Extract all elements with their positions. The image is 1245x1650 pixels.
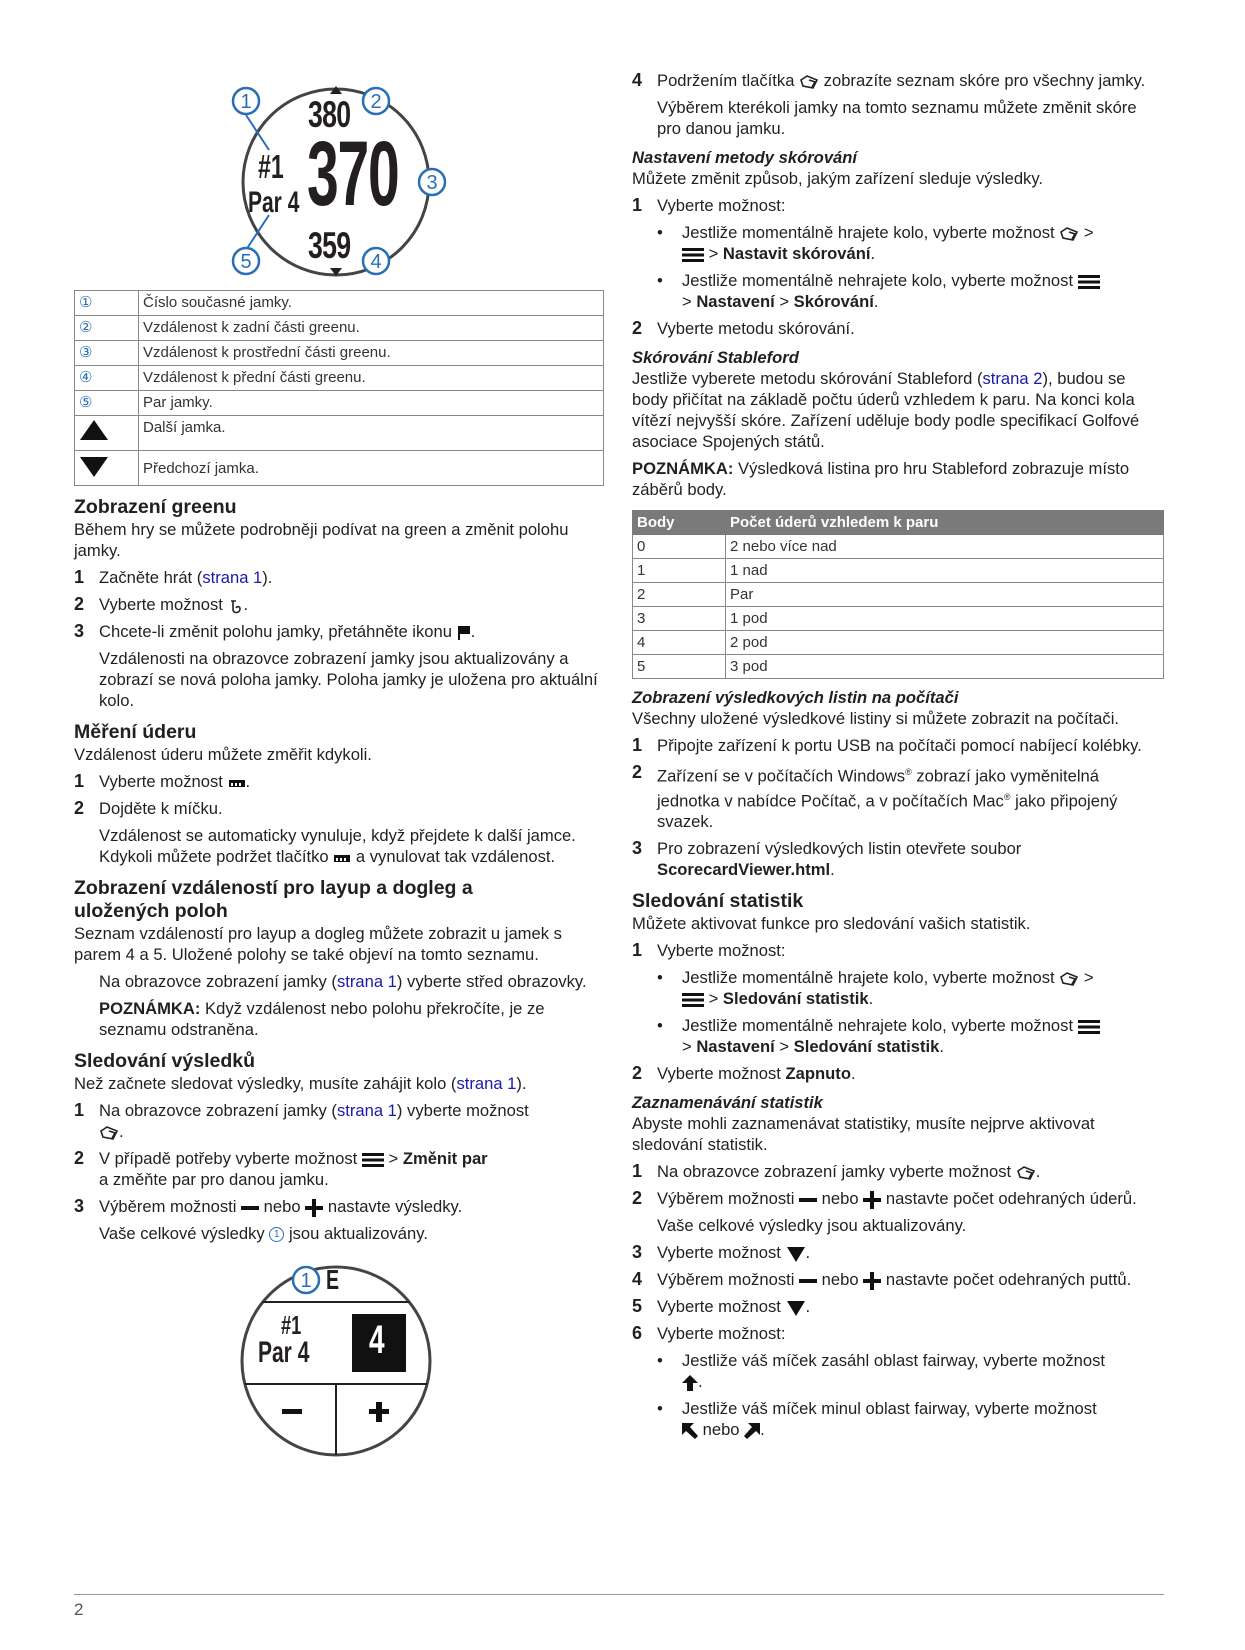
callout-1: 1 [269,1227,284,1242]
bullet: • Jestliže momentálně nehrajete kolo, vyberte možnost > Nastavení > Skórování. [632,270,1164,312]
paragraph: Můžete aktivovat funkce pro sledování vašich statistik. [632,914,1031,934]
svg-text:2: 2 [370,91,382,113]
note: POZNÁMKA: Výsledková listina pro hru Stableford zobrazuje místo záběrů body. [632,459,1130,499]
subsection-heading: Nastavení metody skórování [632,148,858,167]
scorecard-icon [1016,1165,1036,1181]
table-row: Předchozí jamka. [75,451,604,486]
bullet: • Jestliže momentálně hrajete kolo, vyberte možnost > > Nastavit skórování. [657,223,1094,263]
arrow-up-right-icon [744,1423,760,1439]
step: 3 Chcete-li změnit polohu jamky, přetáhněte ikonu . [74,621,476,641]
ruler-icon [333,853,351,863]
menu-icon [682,247,704,263]
step: 4 Výběrem možnosti nebo nastavte počet odehraných puttů. [632,1269,1132,1290]
paragraph: Jestliže vyberete metodu skórování Stableford (strana 2), budou se body přičítat na základě počtu úderů vzhledem k paru. Na konci kola vítězí nejvyšší skóre. Zařízení uděluje body podle specifikací Golfové asociace Spojených států. [632,369,1140,451]
watch-figure-distances [74,0,604,290]
table-row: Další jamka. [75,416,604,451]
hole-par: Par 4 [248,186,300,219]
callout-legend-table [74,290,604,486]
right-column [632,70,1164,1440]
table-row: ⑤ Par jamky. [75,391,604,416]
menu-icon [362,1152,384,1168]
table-row: 3 1 pod [633,607,1164,631]
table-row: 1 1 nad [633,559,1164,583]
paragraph: Seznam vzdáleností pro layup a dogleg můžete zobrazit u jamek s parem 4 a 5. Uložené polohy se také objeví na tomto seznamu. [74,924,562,964]
hole-number: #1 [258,148,284,185]
page-link[interactable]: strana 1 [456,1074,517,1093]
plus-icon [863,1191,881,1209]
table-row: 2 Par [633,583,1164,607]
table-row: ④ Vzdálenost k přední části greenu. [75,366,604,391]
step: 5 Vyberte možnost . [632,1296,811,1317]
step: 1 Vyberte možnost: [632,940,786,961]
section-heading: Zobrazení greenu [74,496,237,518]
svg-text:5: 5 [240,251,252,273]
score-to-par: E [326,1264,340,1295]
scorecard-icon [99,1125,119,1141]
note: POZNÁMKA: Když vzdálenost nebo polohu překročíte, je ze seznamu odstraněna. [99,999,545,1039]
step: 1 Začněte hrát (strana 1). [74,567,273,587]
paragraph: Vaše celkové výsledky jsou aktualizovány. [657,1216,967,1236]
step: 2 Vyberte možnost . [74,594,249,614]
hole-number: #1 [281,1310,302,1340]
step: 2 Dojděte k míčku. [74,798,223,818]
table-row: ② Vzdálenost k zadní části greenu. [75,316,604,341]
step: 2 V případě potřeby vyberte možnost > Změnit par a změňte par pro danou jamku. [74,1148,488,1189]
step: 3 Výběrem možnosti nebo nastavte výsledky. [74,1196,463,1216]
paragraph: Na obrazovce zobrazení jamky (strana 1) vyberte střed obrazovky. [99,972,587,991]
minus-icon [799,1278,817,1284]
page-link[interactable]: strana 2 [982,369,1043,388]
page-link[interactable]: strana 1 [336,1101,397,1120]
scorecard-icon [1059,971,1079,987]
paragraph: Během hry se můžete podrobněji podívat na green a změnit polohu jamky. [74,520,569,560]
subsection-heading: Zobrazení výsledkových listin na počítači [632,688,959,707]
menu-icon [1078,274,1100,290]
step: 2 Vyberte možnost Zapnuto. [632,1063,856,1084]
menu-icon [1078,1019,1100,1035]
paragraph: Výběrem kterékoli jamky na tomto seznamu můžete změnit skóre pro danou jamku. [657,98,1137,138]
plus-icon [863,1272,881,1290]
step: 1 Na obrazovce zobrazení jamky (strana 1) vyberte možnost . [74,1100,529,1141]
back-distance: 380 [308,94,351,135]
minus-icon [241,1205,259,1211]
step: 1 Na obrazovce zobrazení jamky vyberte možnost . [632,1161,1041,1182]
paragraph: Vzdálenost úderu můžete změřit kdykoli. [74,745,372,764]
paragraph: Vaše celkové výsledky 1 jsou aktualizovány. [99,1224,428,1243]
svg-text:1: 1 [300,1270,312,1292]
svg-text:1: 1 [240,91,252,113]
step: 2 Výběrem možnosti nebo nastavte počet odehraných úderů. [632,1188,1137,1209]
step: 3 Pro zobrazení výsledkových listin otevřete soubor ScorecardViewer.html. [632,838,1022,880]
file-name: ScorecardViewer.html [657,860,831,880]
section-heading: Sledování výsledků [74,1050,255,1072]
step: 4 Podržením tlačítka zobrazíte seznam skóre pro všechny jamky. [632,70,1146,90]
bullet: • Jestliže váš míček zasáhl oblast fairway, vyberte možnost . [657,1351,1105,1392]
paragraph: Abyste mohli zaznamenávat statistiky, musíte nejprve aktivovat sledování statistik. [632,1114,1095,1155]
arrow-up-icon [682,1375,698,1391]
left-column [74,0,604,1464]
paragraph: Můžete změnit způsob, jakým zařízení sleduje výsledky. [632,169,1044,188]
subsection-heading: Skórování Stableford [632,348,799,367]
scorecard-icon [1059,226,1079,242]
bullet: • Jestliže momentálně hrajete kolo, vyberte možnost > > Sledování statistik. [657,968,1094,1009]
menu-icon [682,992,704,1008]
up-triangle-icon [79,418,109,442]
subsection-heading: Zaznamenávání statistik [632,1093,823,1113]
table-row: ① Číslo současné jamky. [75,291,604,316]
plus-icon [305,1199,323,1217]
stableford-points-table [632,510,1164,679]
step: 1 Vyberte možnost: [632,195,786,215]
paragraph: Než začnete sledovat výsledky, musíte zahájit kolo (strana 1). [74,1074,527,1093]
table-header-row: Body Počet úderů vzhledem k paru [633,511,1164,535]
step: 3 Vyberte možnost . [632,1242,811,1263]
scorecard-icon [799,74,819,90]
page-link[interactable]: strana 1 [202,568,263,587]
page-link[interactable]: strana 1 [336,972,397,991]
flag-icon [457,625,471,641]
table-row: 5 3 pod [633,655,1164,679]
green-view-icon [228,598,244,614]
watch-figure-scorecard [74,1254,604,1464]
step: 1 Připojte zařízení k portu USB na počítači pomocí nabíjecí kolébky. [632,735,1142,755]
section-heading: Sledování statistik [632,890,804,913]
hole-par: Par 4 [258,1336,310,1369]
down-triangle-icon [786,1300,806,1316]
step: 2 Zařízení se v počítačích Windows® zobrazí jako vyměnitelná jednotka v nabídce Počítač, a v počítačích Mac® jako připojený svazek. [632,762,1118,832]
paragraph: Vzdálenost se automaticky vynuluje, když přejdete k další jamce. Kdykoli můžete podržet tlačítko a vynulovat tak vzdálenost. [99,826,576,866]
step: 6 Vyberte možnost: [632,1323,786,1344]
ruler-icon [228,778,246,788]
step: 2 Vyberte metodu skórování. [632,318,855,338]
bullet: • Jestliže váš míček minul oblast fairway, vyberte možnost nebo . [657,1399,1097,1440]
page-number: 2 [74,1600,84,1619]
strokes-value: 4 [369,1318,385,1362]
bullet: • Jestliže momentálně nehrajete kolo, vyberte možnost > Nastavení > Sledování statistik. [632,1015,1164,1057]
paragraph: Vzdálenosti na obrazovce zobrazení jamky jsou aktualizovány a zobrazí se nová poloha jamky. Poloha jamky je uložena pro aktuální kolo. [99,649,598,710]
front-distance: 359 [308,225,351,266]
table-row: ③ Vzdálenost k prostřední části greenu. [75,341,604,366]
middle-distance: 370 [307,123,399,225]
section-heading: Zobrazení vzdáleností pro layup a dogleg a uložených poloh [74,877,473,922]
svg-text:3: 3 [426,172,438,194]
table-row: 0 2 nebo více nad [633,535,1164,559]
step: 1 Vyberte možnost . [74,771,251,791]
footer-divider [74,1594,1164,1595]
down-triangle-icon [79,453,109,477]
section-heading: Měření úderu [74,721,197,743]
svg-text:4: 4 [370,251,382,273]
paragraph: Všechny uložené výsledkové listiny si můžete zobrazit na počítači. [632,709,1119,728]
table-row: 4 2 pod [633,631,1164,655]
arrow-up-left-icon [682,1423,698,1439]
minus-icon [799,1197,817,1203]
down-triangle-icon [786,1246,806,1262]
